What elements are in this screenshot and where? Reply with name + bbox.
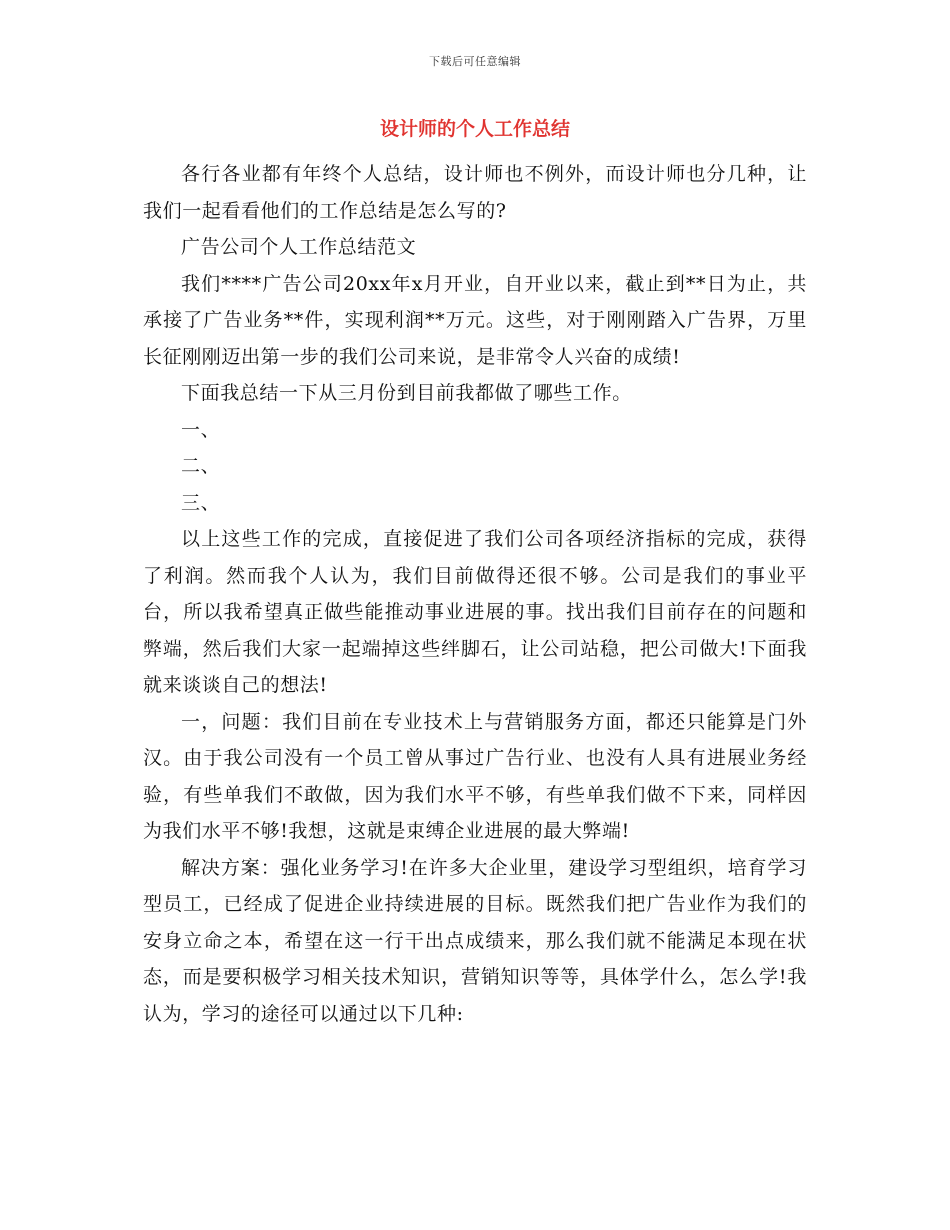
paragraph-work-summary: 下面我总结一下从三月份到目前我都做了哪些工作。: [181, 382, 632, 404]
document-body: [143, 156, 807, 1032]
paragraph-problem: 一，问题：我们目前在专业技术上与营销服务方面，都还只能算是门外汉。由于我公司没有一个员工曾从事过广告行业、也没有人具有进展业务经验，有些单我们不敢做，因为我们水平不够，有些单我们做不下来，同样因为我们水平不够!我想，这就是束缚企业进展的最大弊端!: [143, 710, 807, 842]
document-title: 设计师的个人工作总结: [379, 118, 570, 140]
paragraph-opening: 我们****广告公司20xx年x月开业，自开业以来，截止到**日为止，共承接了广告业务**件，实现利润**万元。这些，对于刚刚踏入广告界，万里长征刚刚迈出第一步的我们公司来说，是非常令人兴奋的成绩!: [143, 272, 807, 368]
paragraph-solution: 解决方案：强化业务学习!在许多大企业里，建设学习型组织，培育学习型员工，已经成了促进企业持续进展的目标。既然我们把广告业作为我们的安身立命之本，希望在这一行干出点成绩来，那么我们就不能满足本现在状态，而是要积极学习相关技术知识，营销知识等等，具体学什么，怎么学!我认为，学习的途径可以通过以下几种:: [143, 856, 807, 1025]
list-item-three: 三、: [181, 491, 221, 514]
paragraph-results: 以上这些工作的完成，直接促进了我们公司各项经济指标的完成，获得了利润。然而我个人认为，我们目前做得还很不够。公司是我们的事业平台，所以我希望真正做些能推动事业进展的事。找出我们目前存在的问题和弊端，然后我们大家一起端掉这些绊脚石，让公司站稳，把公司做大!下面我就来谈谈自己的想法!: [143, 528, 807, 696]
paragraph-subheading: 广告公司个人工作总结范文: [181, 236, 417, 258]
header-note: 下载后可任意编辑: [429, 55, 521, 68]
list-item-one: 一、: [181, 418, 221, 441]
paragraph-intro: 各行各业都有年终个人总结，设计师也不例外，而设计师也分几种，让我们一起看看他们的工作总结是怎么写的?: [143, 163, 807, 222]
list-item-two: 二、: [181, 455, 221, 477]
